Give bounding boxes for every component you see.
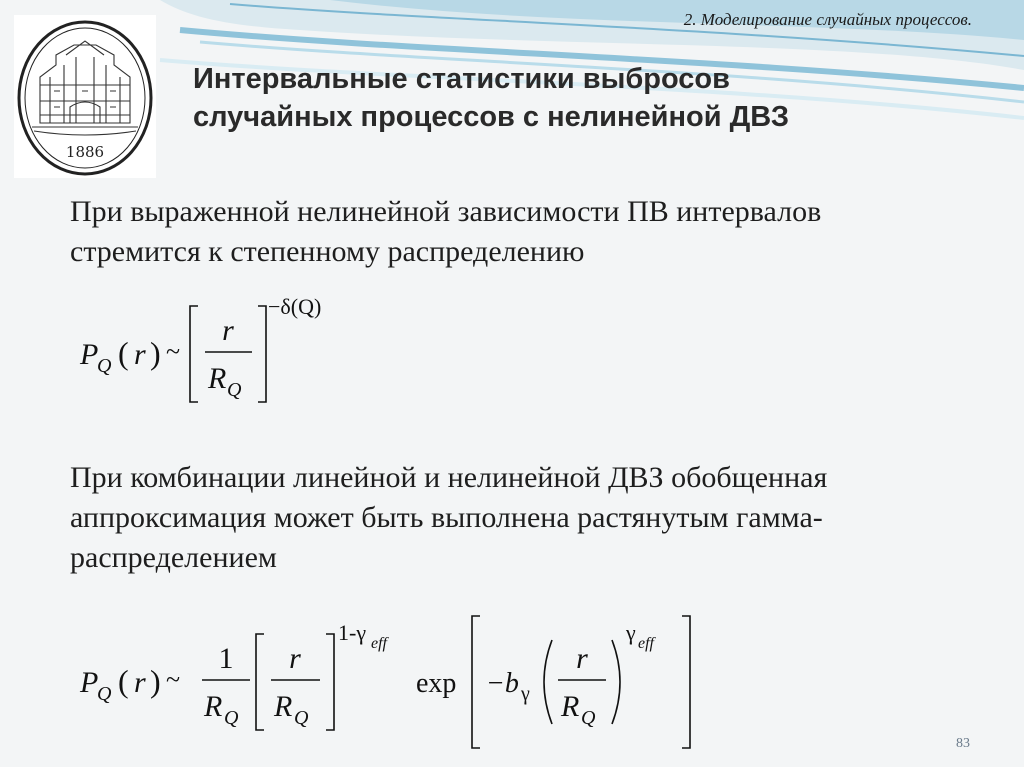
formula1-tilde: ~ xyxy=(166,337,181,366)
slide-title xyxy=(193,60,1013,136)
formula2-exp1-sub: eff xyxy=(371,635,387,652)
formula1-denominator-sub: Q xyxy=(227,379,242,401)
formula2-one: 1 xyxy=(218,642,234,675)
formula2-num3: r xyxy=(576,642,588,675)
formula2-den-sub: Q xyxy=(224,707,239,729)
page-number: 83 xyxy=(956,736,970,751)
formula2-den-r: R xyxy=(204,690,223,723)
formula2-exp2-sub: eff xyxy=(638,635,654,652)
paragraph-line: аппроксимация может быть выполнена растянутым гамма- xyxy=(70,501,823,534)
formula2-den2-r: R xyxy=(274,690,293,723)
university-logo xyxy=(14,15,156,178)
formula2-p: P xyxy=(80,666,99,699)
formula2-exp2: γ xyxy=(626,620,636,645)
logo-year: 1886 xyxy=(65,143,105,161)
title-line: случайных процессов с нелинейной ДВЗ xyxy=(193,101,789,133)
formula1-numerator: r xyxy=(222,314,234,347)
formula2-minus-b: −b xyxy=(486,668,519,699)
formula2-lparen: ( xyxy=(118,663,129,699)
formula2-gamma-sub: γ xyxy=(521,683,530,705)
formula2-den3-sub: Q xyxy=(581,707,596,729)
formula2-den2-sub: Q xyxy=(294,707,309,729)
formula1-exponent: −δ(Q) xyxy=(268,294,322,319)
paragraph-line: распределением xyxy=(70,541,277,574)
paragraph-line: При комбинации линейной и нелинейной ДВЗ обобщенная xyxy=(70,461,828,494)
formula2-tilde: ~ xyxy=(166,665,181,694)
formula2-r: r xyxy=(134,666,146,699)
formula2-rparen: ) xyxy=(150,663,161,699)
formula1-r: r xyxy=(134,338,146,371)
formula1-p: P xyxy=(80,338,99,371)
formula1-p-sub: Q xyxy=(97,355,112,377)
paragraph-gamma xyxy=(70,458,1010,578)
section-label: 2. Моделирование случайных процессов. xyxy=(683,10,972,29)
paragraph-line: стремится к степенному распределению xyxy=(70,235,585,268)
formula1-denominator-r: R xyxy=(208,362,227,395)
title-line: Интервальные статистики выбросов xyxy=(193,63,730,95)
formula2-exp: exp xyxy=(416,668,457,699)
formula2-exp1: 1-γ xyxy=(338,620,367,645)
formula1-rparen: ) xyxy=(150,335,161,371)
formula2-den3-r: R xyxy=(561,690,580,723)
paragraph-power-law xyxy=(70,192,1010,272)
formula2-num2: r xyxy=(289,642,301,675)
formula1-lparen: ( xyxy=(118,335,129,371)
paragraph-line: При выраженной нелинейной зависимости ПВ интервалов xyxy=(70,195,822,228)
formula2-p-sub: Q xyxy=(97,683,112,705)
